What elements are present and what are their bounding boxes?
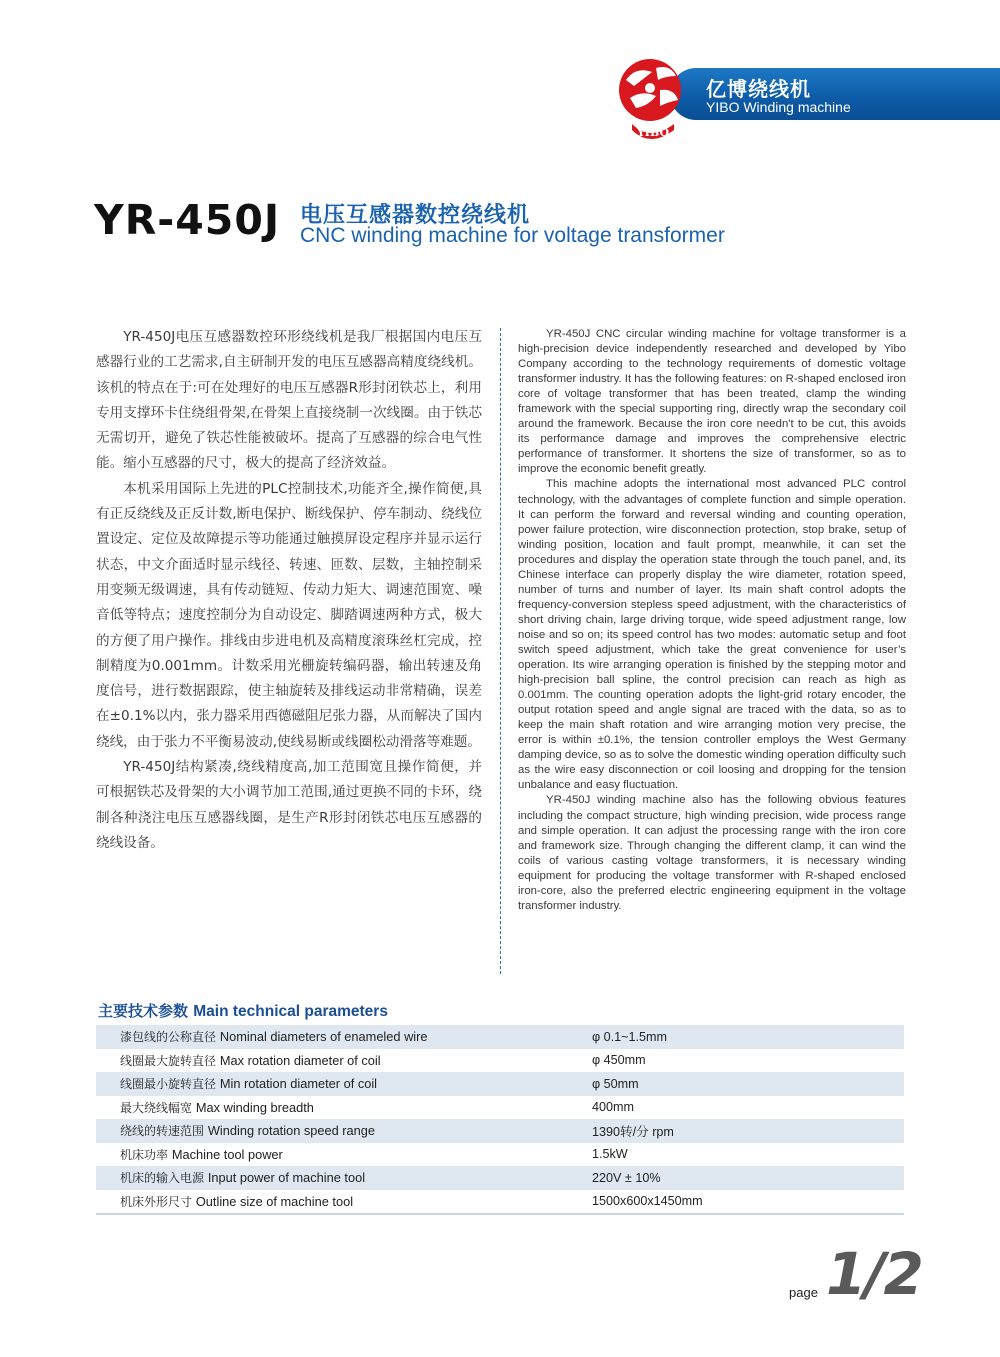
model-number: YR-450J <box>94 196 281 244</box>
description-en-paragraph: This machine adopts the international most advanced PLC control technology, with the advantages of complete function and simple operation. It can perform the forward and reversal winding and counting operation, power failure protection, wire disconnection protection, stop brake, setup of winding position, location and fault prompt, meanwhile, it can set the procedures and display the operation state through the touch panel, and, its Chinese interface can properly display the wire diameter, rotation speed, number of turns and number of layer. Its main shaft control adopts the frequency-conversion stepless speed adjustment, with the characteristics of short driving chain, large driving torque, wide speed adjustment range, low noise and so on; its speed control has two modes: automatic setup and foot switch speed adjustment, which take the great convenience for user’s operation. Its wire arranging operation is finished by the stepping motor and high-precision ball spline, the control precision can reach as high as 0.001mm. The counting operation adopts the light-grid rotary encoder, the output rotation speed and angle signal are traced with the data, so as to keep the main shaft rotation and wire arranging motion very precise, the error is within ±0.1%, the tension controller employs the West Germany damping device, so as to solve the domestic winding operation difficulty such as the wire easy disconnection or coil loosing and dropping for the tension unbalance and easy fluctuation. <box>518 478 906 792</box>
spec-row <box>96 1119 904 1143</box>
spec-value: φ 450mm <box>592 1053 646 1068</box>
spec-label: 机床外形尺寸 Outline size of machine tool <box>120 1193 354 1209</box>
spec-label: 绕线的转速范围 Winding rotation speed range <box>120 1123 376 1139</box>
spec-label: 最大绕线幅宽 Max winding breadth <box>120 1099 314 1115</box>
spec-table <box>96 1025 904 1215</box>
description-cn-paragraph: 本机采用国际上先进的PLC控制技术,功能齐全,操作简便,具有正反绕线及正反计数,断电保护、断线保护、停车制动、绕线位置设定、定位及故障提示等功能通过触摸屏设定程序并显示运行状态，中文介面适时显示线径、转速、匝数、层数，主轴控制采用变频无级调速，具有传动链短、传动力矩大、调速范围宽、噪音低等特点；速度控制分为自动设定、脚踏调速两种方式，极大的方便了用户操作。排线由步进电机及高精度滚珠丝杠完成，控制精度为0.001mm。计数采用光栅旋转编码器，输出转速及角度信号，进行数据跟踪，使主轴旋转及排线运动非常精确，误差在±0.1%以内，张力器采用西德磁阻尼张力器，从而解决了国内绕线，由于张力不平衡易波动,使线易断或线圈松动滑落等难题。 <box>96 480 482 750</box>
spec-row <box>96 1049 904 1073</box>
spec-value: 1390转/分 rpm <box>592 1125 674 1140</box>
page-number: 1/2 <box>826 1240 922 1308</box>
spec-value: 220V ± 10% <box>592 1170 661 1185</box>
yibo-logo-icon <box>612 50 698 142</box>
spec-heading-cn: 主要技术参数 <box>98 1002 189 1020</box>
description-en-paragraph: YR-450J CNC circular winding machine for voltage transformer is a high-precision device independently researched and developed by Yibo Company according to the technology requirements of domestic voltage transformer industry. It has the following features: on R-shaped enclosed iron core of voltage transformer that has been treated, clamp the winding framework with the special supporting ring, directly wrap the secondary coil around the framework. Because the iron core needn't to be cut, this avoids its performance damage and improves the comprehensive electric performance of transformer. It shortens the size of transformer, so as to improve the economic benefit greatly. <box>518 328 906 476</box>
product-title-en: CNC winding machine for voltage transformer <box>300 224 725 247</box>
logo-text: YIBO <box>636 126 670 139</box>
brand-name-cn: 亿博绕线机 <box>706 77 811 101</box>
spec-value: φ 50mm <box>592 1076 639 1091</box>
spec-row <box>96 1190 904 1214</box>
spec-row <box>96 1143 904 1167</box>
spec-row <box>96 1166 904 1190</box>
description-en <box>518 327 906 914</box>
description-cn-paragraph: YR-450J电压互感器数控环形绕线机是我厂根据国内电压互感器行业的工艺需求,自主研制开发的电压互感器高精度绕线机。该机的特点在于:可在处理好的电压互感器R形封闭铁芯上，利用专用支撑环卡住绕组骨架,在骨架上直接绕制一次线圈。由于铁芯无需切开，避免了铁芯性能被破坏。提高了互感器的综合电气性能。缩小互感器的尺寸，极大的提高了经济效益。 <box>96 329 482 472</box>
spec-label: 漆包线的公称直径 Nominal diameters of enameled wire <box>120 1029 428 1045</box>
spec-value: 1.5kW <box>592 1147 628 1162</box>
spec-value: 400mm <box>592 1100 634 1115</box>
product-title-cn: 电压互感器数控绕线机 <box>300 203 531 228</box>
description-en-paragraph: YR-450J winding machine also has the following obvious features including the compact structure, high winding precision, wide process range and simple operation. It can adjust the processing range with the iron core and framework size. Through changing the different clamp, it can wind the coils of various casting voltage transformers, it is necessary winding equipment for producing the voltage transformer with R-shaped enclosed iron-core, also the preferred electric engineering equipment in the voltage transformer industry. <box>518 794 906 912</box>
spec-row <box>96 1072 904 1096</box>
description-cn <box>96 325 482 856</box>
spec-heading-en: Main technical parameters <box>193 1003 388 1020</box>
spec-label: 机床的输入电源 Input power of machine tool <box>120 1170 366 1186</box>
spec-value: 1500x600x1450mm <box>592 1194 703 1209</box>
spec-label: 机床功率 Machine tool power <box>120 1146 283 1162</box>
spec-row <box>96 1025 904 1049</box>
spec-heading <box>98 1000 388 1021</box>
page-label: page <box>789 1285 818 1300</box>
spec-value: φ 0.1~1.5mm <box>592 1029 668 1044</box>
brand-name-en: YIBO Winding machine <box>706 99 851 115</box>
spec-label: 线圈最大旋转直径 Max rotation diameter of coil <box>120 1052 381 1068</box>
spec-row <box>96 1096 904 1120</box>
spec-label: 线圈最小旋转直径 Min rotation diameter of coil <box>120 1076 378 1092</box>
description-cn-paragraph: YR-450J结构紧凑,绕线精度高,加工范围宽且操作简便，并可根据铁芯及骨架的大小调节加工范围,通过更换不同的卡环，绕制各种浇注电压互感器线圈，是生产R形封闭铁芯电压互感器的绕线设备。 <box>96 759 482 851</box>
column-divider <box>500 328 501 974</box>
